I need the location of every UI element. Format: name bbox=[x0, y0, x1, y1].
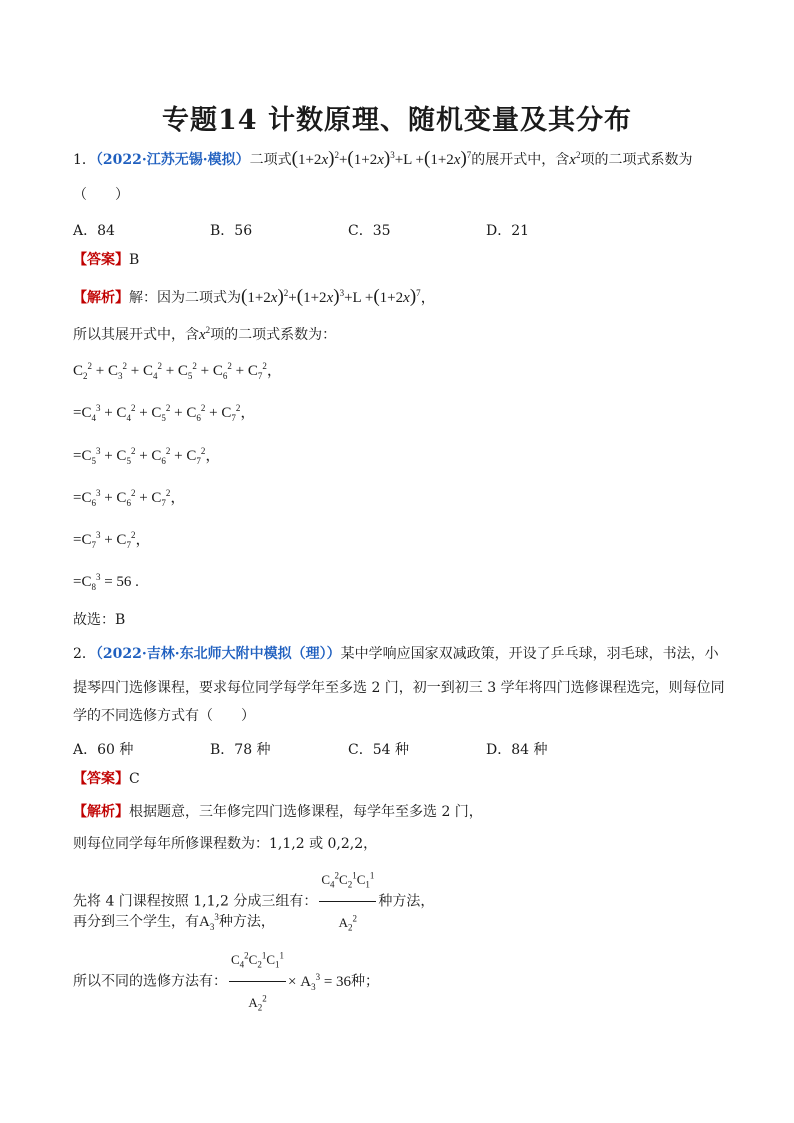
q1-paren: （ ） bbox=[73, 187, 129, 203]
q1-analysis bbox=[73, 288, 436, 307]
q2-option-c: C．54 种 bbox=[348, 742, 409, 758]
q2-answer-value: C bbox=[129, 771, 140, 787]
q2-option-d: D．84 种 bbox=[486, 742, 548, 758]
q1-number: 1． bbox=[73, 152, 96, 168]
q1-stem-text-3: 项的二项式系数为 bbox=[580, 152, 693, 168]
q1-line2-text: 所以其展开式中，含 bbox=[73, 327, 199, 343]
q2-fraction-2: $\frac{C_4^2C_2^1C_1^1}{A_2^2}$ bbox=[229, 940, 286, 1023]
q1-analysis-line2: 所以其展开式中，含$x^2$项的二项式系数为： bbox=[73, 325, 337, 343]
q1-analysis-text: 解：因为二项式为 bbox=[129, 290, 241, 306]
q1-stem-text: 二项式 bbox=[249, 152, 292, 168]
q1-stem: 1．（2022·江苏无锡·模拟）二项式$(1+2x)^2+(1+2x)^3+L +(1+2x)^7$的展开式中，含$x^2$项的二项式系数为 bbox=[73, 148, 693, 169]
q2-number: 2． bbox=[73, 646, 96, 662]
q1-option-d: D．21 bbox=[486, 223, 530, 239]
q1-step-5: $=C_7^3 + C_7^2$， bbox=[73, 530, 151, 550]
q2-stem-3: 学的不同选修方式有（ ） bbox=[73, 708, 255, 724]
q2-answer bbox=[73, 770, 140, 788]
page-title: 专题14 计数原理、随机变量及其分布 bbox=[162, 105, 632, 136]
q1-step-1: $C_2^2 + C_3^2 + C_4^2 + C_5^2 + C_6^2 + C_7^2$， bbox=[73, 361, 282, 381]
q1-step-4: $=C_6^3 + C_6^2 + C_7^2$， bbox=[73, 488, 186, 508]
q2-line4-text: 再分到三个学生，有 bbox=[73, 914, 199, 930]
q1-answer-tag: 【答案】 bbox=[73, 252, 129, 268]
q2-analysis bbox=[73, 803, 483, 821]
q2-analysis-tag: 【解析】 bbox=[73, 804, 129, 820]
q2-analysis-text: 根据题意，三年修完四门选修课程，每学年至多选 2 门， bbox=[129, 804, 483, 820]
q2-analysis-line4: 再分到三个学生，有$A_3^3$种方法， bbox=[73, 912, 275, 932]
q1-step-2: $=C_4^3 + C_4^2 + C_5^2 + C_6^2 + C_7^2$， bbox=[73, 403, 256, 423]
q1-step-6: $=C_8^3 = 56$ . bbox=[73, 572, 139, 592]
q1-line2-text-b: 项的二项式系数为： bbox=[210, 327, 337, 343]
q2-line5-text: 所以不同的选修方法有： bbox=[73, 973, 227, 990]
q1-option-a: A．84 bbox=[73, 223, 115, 239]
q1-choose: 故选：B bbox=[73, 612, 126, 628]
q1-analysis-tag: 【解析】 bbox=[73, 290, 129, 306]
q2-line3-text-b: 种方法， bbox=[378, 893, 435, 910]
q2-fraction-1: $\frac{C_4^2C_2^1C_1^1}{A_2^2}$ bbox=[319, 860, 376, 943]
q2-source: （2022·吉林·东北师大附中模拟（理）） bbox=[95, 646, 341, 662]
q1-option-b: B．56 bbox=[210, 223, 253, 239]
q2-line3-text: 先将 4 门课程按照 1,1,2 分成三组有： bbox=[73, 893, 318, 910]
q2-option-a: A．60 种 bbox=[73, 742, 134, 758]
q2-answer-tag: 【答案】 bbox=[73, 771, 129, 787]
q2-line5-text-b: 种； bbox=[351, 973, 380, 990]
q1-answer-value: B bbox=[129, 252, 140, 268]
q1-source: （2022·江苏无锡·模拟） bbox=[95, 152, 250, 168]
q2-option-b: B．78 种 bbox=[210, 742, 271, 758]
q2-stem-2: 提琴四门选修课程，要求每位同学每学年至多选 2 门，初一到初三 3 学年将四门选修课程选完，则每位同 bbox=[73, 680, 725, 696]
q2-analysis-line5: 所以不同的选修方法有： $\frac{C_4^2C_2^1C_1^1}{A_2^2}$ × $A_3^3 = 36$种； bbox=[73, 940, 379, 1023]
q1-option-c: C．35 bbox=[348, 223, 391, 239]
q1-answer bbox=[73, 251, 139, 269]
q1-expression: $(1+2x)^2+(1+2x)^3+L +(1+2x)^7$ bbox=[291, 148, 472, 169]
q1-analysis-expression: $(1+2x)^2+(1+2x)^3+L +(1+2x)^7$， bbox=[241, 286, 436, 307]
q2-stem-text: 某中学响应国家双减政策，开设了乒乓球，羽毛球，书法，小 bbox=[340, 646, 719, 662]
q2-stem-1 bbox=[73, 645, 719, 663]
q1-stem-text-2: 的展开式中，含 bbox=[471, 152, 570, 168]
q2-analysis-line2: 则每位同学每年所修课程数为：1,1,2 或 0,2,2， bbox=[73, 836, 378, 852]
q1-step-3: $=C_5^3 + C_5^2 + C_6^2 + C_7^2$， bbox=[73, 446, 221, 466]
q2-line4-text-b: 种方法， bbox=[218, 914, 275, 930]
